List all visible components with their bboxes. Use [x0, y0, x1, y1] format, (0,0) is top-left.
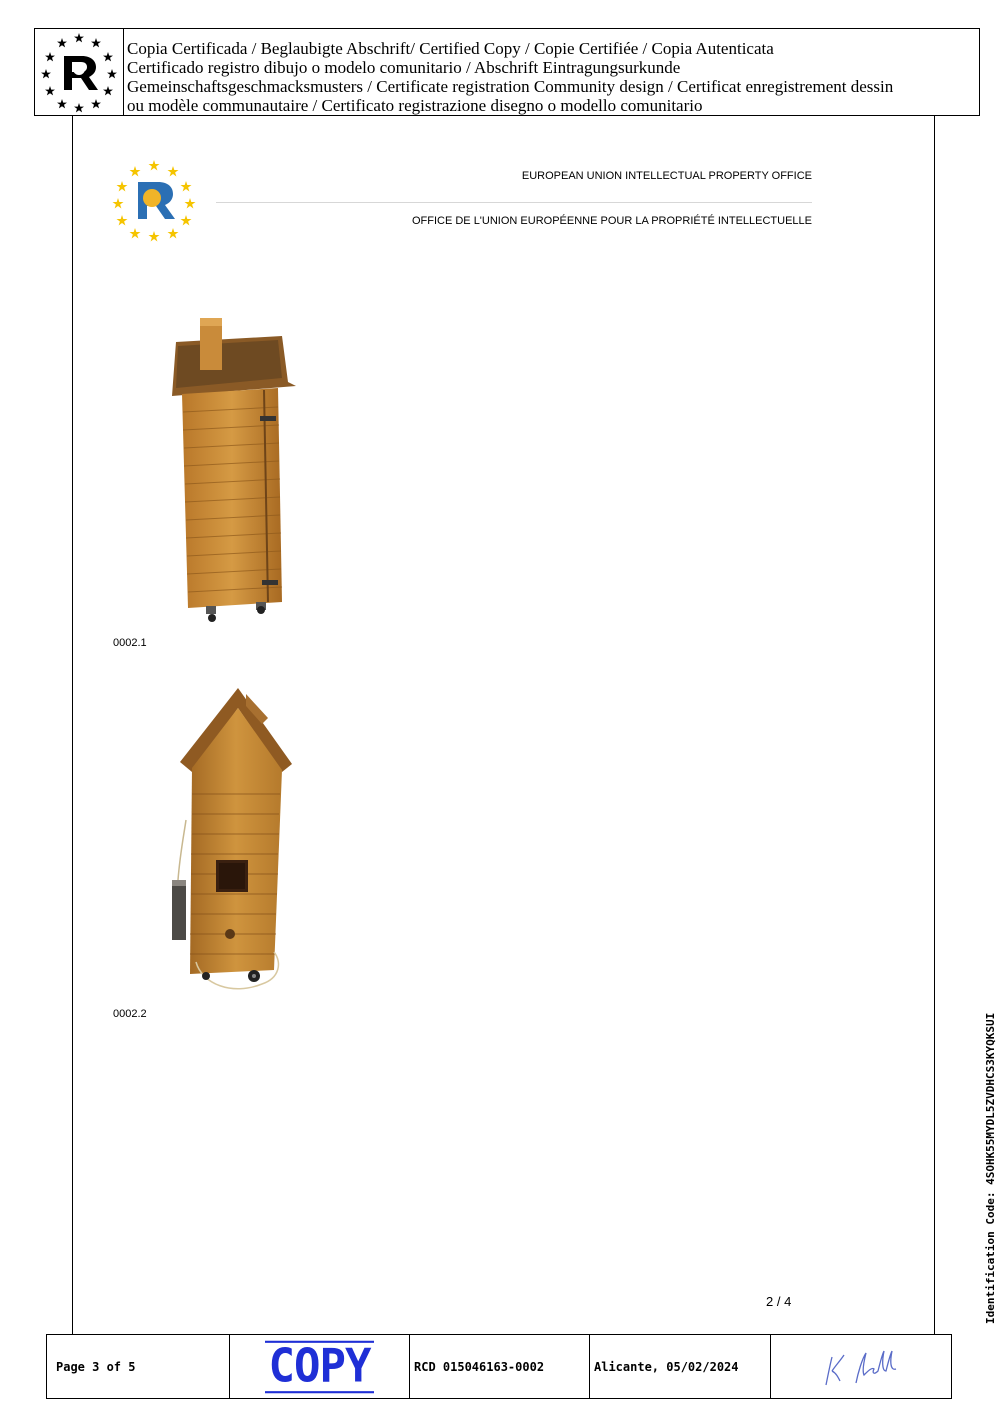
office-name-en: EUROPEAN UNION INTELLECTUAL PROPERTY OFFICE	[521, 170, 812, 182]
certificate-line: Certificado registro dibujo o modelo comunitario / Abschrift Eintragungsurkunde	[127, 58, 681, 77]
footer-page-number: Page 3 of 5	[47, 1335, 230, 1398]
copy-stamp: COPY	[265, 1340, 375, 1393]
certificate-line: Copia Certificada / Beglaubigte Abschrift/ Certified Copy / Copie Certifiée / Copia Autenticata	[127, 39, 774, 58]
euipo-color-logo	[112, 158, 196, 242]
certificate-title	[127, 39, 973, 115]
footer-table	[46, 1334, 952, 1399]
footer-signature-cell	[771, 1335, 951, 1398]
wooden-cabinet-side-view	[162, 684, 292, 1000]
wooden-cabinet-front-view	[160, 312, 300, 626]
footer-reference: RCD 015046163-0002	[410, 1335, 590, 1398]
identification-code: Identification Code: 4SOHK55MYDL5ZVDHCS3KYQKSUI	[984, 1012, 997, 1324]
footer-place-date: Alicante, 05/02/2024	[590, 1335, 771, 1398]
certificate-line: Gemeinschaftsgeschmacksmusters / Certificate registration Community design / Certificat enregistrement dessin	[127, 77, 894, 96]
footer-stamp-cell	[230, 1335, 410, 1398]
page-frame-left	[72, 116, 73, 1334]
page-frame-right	[934, 116, 935, 1334]
office-name-fr: OFFICE DE L'UNION EUROPÉENNE POUR LA PROPRIÉTÉ INTELLECTUELLE	[411, 215, 812, 227]
view-label: 0002.2	[113, 1008, 147, 1020]
euipo-r-star-circle-logo	[35, 29, 123, 115]
letterhead-divider	[216, 202, 812, 203]
handwritten-signature	[816, 1345, 906, 1389]
certificate-header	[34, 28, 980, 116]
certificate-line: ou modèle communautaire / Certificato registrazione disegno o modello comunitario	[127, 96, 703, 115]
certificate-logo-cell	[35, 29, 124, 115]
view-label: 0002.1	[113, 637, 147, 649]
page-indicator: 2 / 4	[766, 1294, 792, 1309]
